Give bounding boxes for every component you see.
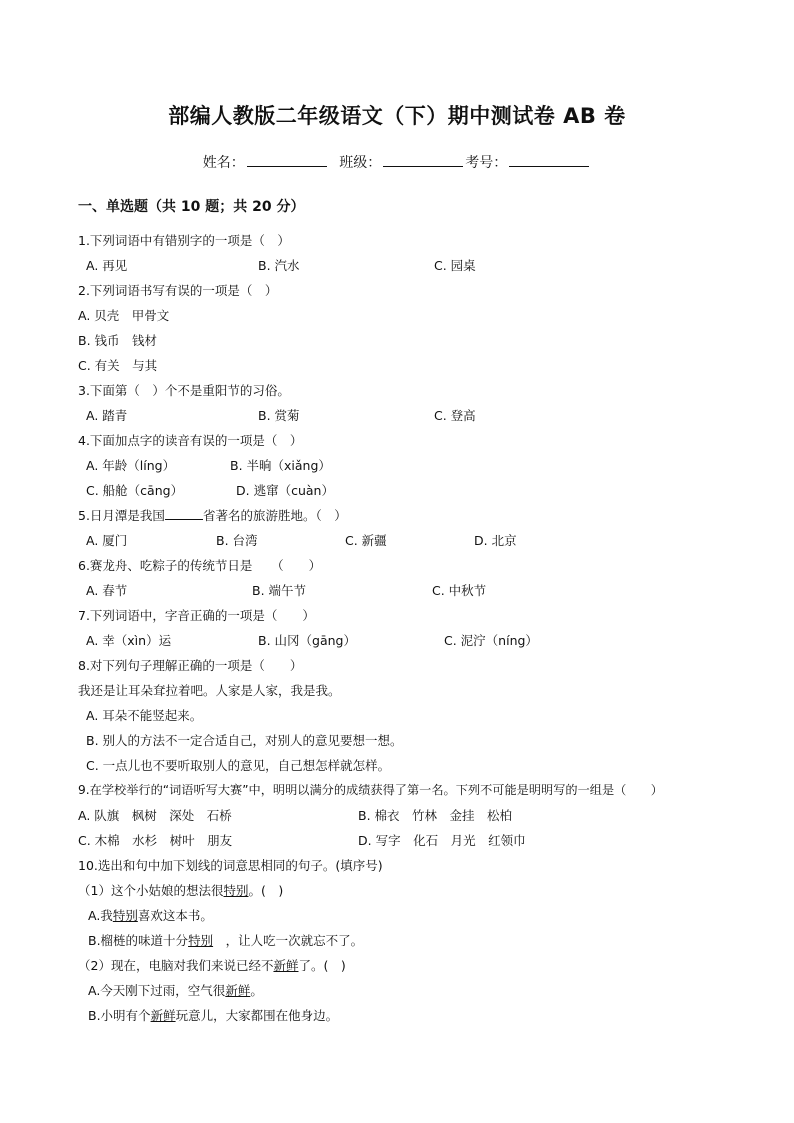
q4-option-b[interactable]: B. 半晌（xiǎng） (230, 458, 331, 473)
q6-option-b[interactable]: B. 端午节 (252, 583, 307, 598)
q5-fill-blank[interactable] (165, 507, 203, 520)
page-title: 部编人教版二年级语文（下）期中测试卷 AB 卷 (168, 104, 626, 128)
q10-p2a-post: 。 (250, 983, 263, 998)
q10-p2b-post: 玩意儿，大家都围在他身边。 (175, 1008, 339, 1023)
name-label: 姓名： (202, 155, 245, 171)
question-10-stem: 10.选出和句中加下划线的词意思相同的句子。(填序号) (78, 858, 383, 873)
q8-option-b[interactable]: B. 别人的方法不一定合适自己，对别人的意见要想一想。 (86, 733, 403, 748)
q5-option-c[interactable]: C. 新疆 (345, 533, 387, 548)
q10-part2-underlined: 新鲜 (273, 958, 299, 973)
q9-option-c[interactable]: C. 木棉 水杉 树叶 朋友 (78, 833, 233, 848)
question-6-stem: 6.赛龙舟、吃粽子的传统节日是 （ ） (78, 558, 322, 573)
q10-p1b-underlined: 特别 (188, 933, 214, 948)
q10-p1b-post: ，让人吃一次就忘不了。 (213, 933, 364, 948)
q8-quote: 我还是让耳朵耷拉着吧。人家是人家，我是我。 (78, 683, 341, 698)
q9-option-b[interactable]: B. 棉衣 竹林 金挂 松柏 (358, 808, 513, 823)
q10-part1-sentence (78, 881, 283, 899)
q10-p2a-pre: A.今天刚下过雨，空气很 (88, 983, 226, 998)
question-5-stem (78, 506, 347, 524)
q10-part2-pre: （2）现在，电脑对我们来说已经不 (78, 958, 274, 973)
q2-option-a[interactable]: A. 贝壳 甲骨文 (78, 308, 170, 323)
q10-part2-post: 了。( ) (298, 958, 346, 973)
q2-option-b[interactable]: B. 钱币 钱材 (78, 333, 158, 348)
question-8-stem: 8.对下列句子理解正确的一项是（ ） (78, 658, 303, 673)
class-blank[interactable] (383, 152, 463, 167)
question-9-stem: 9.在学校举行的“词语听写大赛”中，明明以满分的成绩获得了第一名。下列不可能是明明写的一组是（ ） (78, 783, 663, 797)
q6-option-a[interactable]: A. 春节 (86, 583, 128, 598)
q1-option-a[interactable]: A. 再见 (86, 258, 128, 273)
q10-p1a-post: 喜欢这本书。 (137, 908, 213, 923)
name-blank[interactable] (247, 152, 327, 167)
q3-option-c[interactable]: C. 登高 (434, 408, 476, 423)
q2-option-c[interactable]: C. 有关 与其 (78, 358, 158, 373)
q3-option-b[interactable]: B. 赏菊 (258, 408, 300, 423)
q10-part1-underlined: 特别 (223, 883, 249, 898)
section-heading: 一、单选题（共 10 题；共 20 分） (78, 199, 305, 215)
question-1-stem: 1.下列词语中有错别字的一项是（ ） (78, 233, 290, 248)
question-4-stem: 4.下面加点字的读音有误的一项是（ ） (78, 433, 303, 448)
q10-p1a-pre: A.我 (88, 908, 113, 923)
q5-stem-before: 5.日月潭是我国 (78, 508, 165, 523)
q5-option-b[interactable]: B. 台湾 (216, 533, 258, 548)
q5-stem-after: 省著名的旅游胜地。（ ） (202, 508, 347, 523)
q10-p2a-underlined: 新鲜 (225, 983, 251, 998)
q8-option-a[interactable]: A. 耳朵不能竖起来。 (86, 708, 203, 723)
q4-option-d[interactable]: D. 逃窜（cuàn） (236, 483, 334, 498)
q5-option-d[interactable]: D. 北京 (474, 533, 517, 548)
q8-option-c[interactable]: C. 一点儿也不要听取别人的意见，自己想怎样就怎样。 (86, 758, 391, 773)
q3-option-a[interactable]: A. 踏青 (86, 408, 128, 423)
q9-option-a[interactable]: A. 队旗 枫树 深处 石桥 (78, 808, 232, 823)
q10-part2-option-a[interactable] (88, 981, 263, 999)
q7-option-c[interactable]: C. 泥泞（níng） (444, 633, 538, 648)
q1-option-c[interactable]: C. 园桌 (434, 258, 476, 273)
q6-option-c[interactable]: C. 中秋节 (432, 583, 487, 598)
q10-part1-option-b[interactable] (88, 931, 363, 949)
q10-p2b-pre: B.小明有个 (88, 1008, 151, 1023)
question-7-stem: 7.下列词语中，字音正确的一项是（ ） (78, 608, 315, 623)
question-2-stem: 2.下列词语书写有误的一项是（ ） (78, 283, 278, 298)
q10-p1b-pre: B.榴梿的味道十分 (88, 933, 189, 948)
q4-option-c[interactable]: C. 船舱（cāng） (86, 483, 184, 498)
q7-option-b[interactable]: B. 山冈（gāng） (258, 633, 356, 648)
q10-p1a-underlined: 特别 (112, 908, 138, 923)
q1-option-b[interactable]: B. 汽水 (258, 258, 300, 273)
q9-option-d[interactable]: D. 写字 化石 月光 红领巾 (358, 833, 526, 848)
q10-part2-option-b[interactable] (88, 1006, 338, 1024)
q4-option-a[interactable]: A. 年龄（líng） (86, 458, 176, 473)
student-info-row (0, 152, 794, 172)
q10-part2-sentence (78, 956, 346, 974)
q7-option-a[interactable]: A. 幸（xìn）运 (86, 633, 172, 648)
q10-part1-option-a[interactable] (88, 906, 213, 924)
exam-no-label: 考号： (465, 155, 508, 171)
exam-no-blank[interactable] (509, 152, 589, 167)
q10-part1-post: 。( ) (248, 883, 284, 898)
q10-p2b-underlined: 新鲜 (150, 1008, 176, 1023)
class-label: 班级： (339, 155, 382, 171)
question-3-stem: 3.下面第（ ）个不是重阳节的习俗。 (78, 383, 290, 398)
q5-option-a[interactable]: A. 厦门 (86, 533, 128, 548)
q10-part1-pre: （1）这个小姑娘的想法很 (78, 883, 224, 898)
